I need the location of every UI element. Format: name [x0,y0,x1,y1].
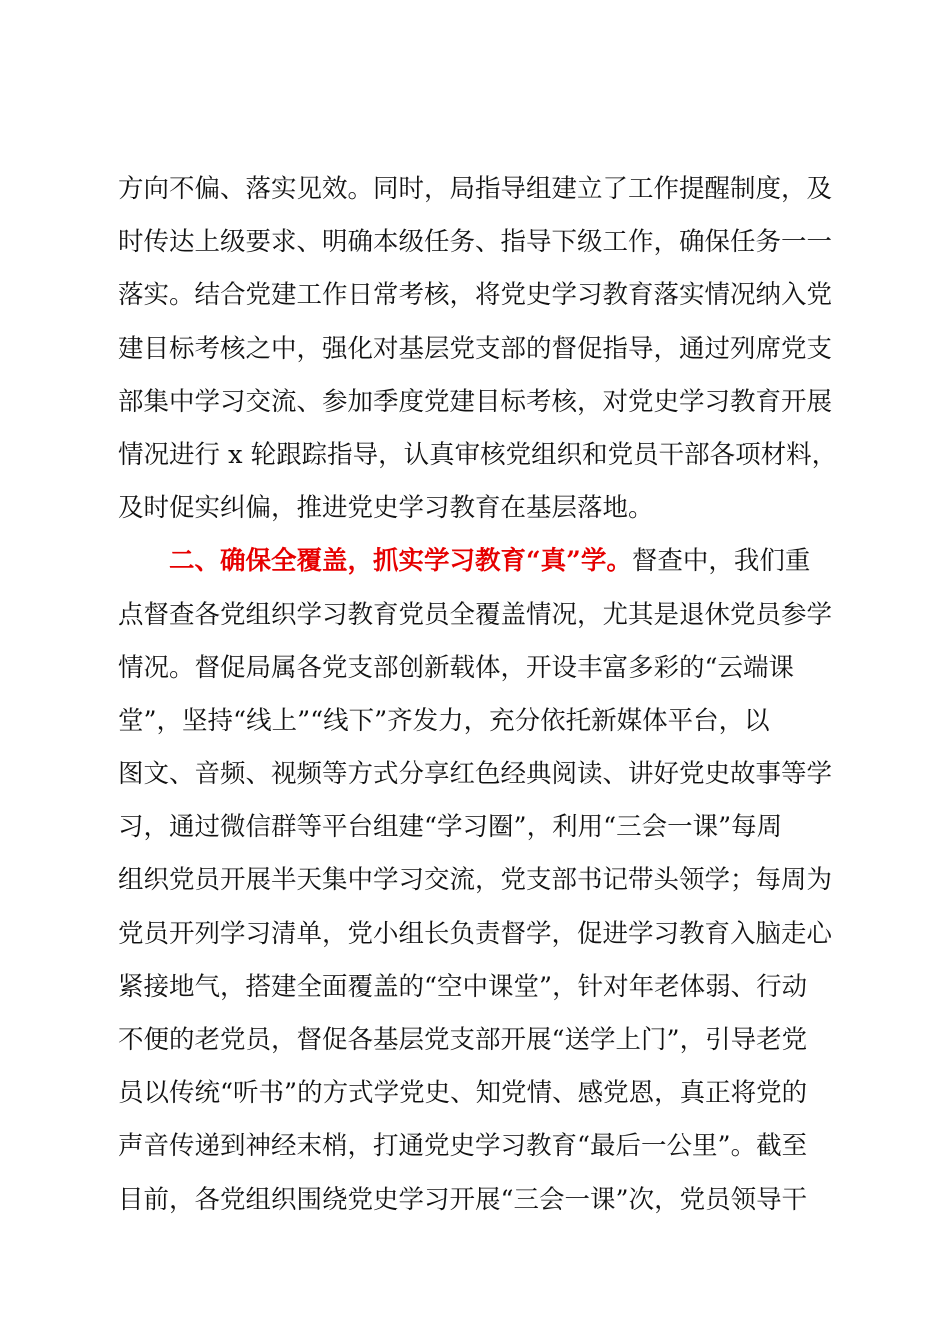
text-line: 声音传递到神经末梢，打通党史学习教育“最后一公里”。截至 [118,1131,808,1162]
text-line: 组织党员开展半天集中学习交流，党支部书记带头领学；每周为 [118,865,833,896]
text-line: 建目标考核之中，强化对基层党支部的督促指导，通过列席党支 [118,333,833,364]
text-line: 点督查各党组织学习教育党员全覆盖情况，尤其是退休党员参学 [118,599,833,630]
text-line: 及时促实纠偏，推进党史学习教育在基层落地。 [118,493,654,524]
document-body [118,163,838,1227]
heading-line [118,535,834,588]
text-line: 情况进行 x 轮跟踪指导，认真审核党组织和党员干部各项材料， [118,439,838,470]
text-line: 堂”，坚持“线上”“线下”齐发力，充分依托新媒体平台，以 [118,705,770,736]
text-line: 情况。督促局属各党支部创新载体，开设丰富多彩的“云端课 [118,652,795,683]
text-line: 图文、音频、视频等方式分享红色经典阅读、讲好党史故事等学 [118,759,833,790]
text-line: 员以传统“听书”的方式学党史、知党情、感党恩，真正将党的 [118,1078,808,1109]
paragraph-section-two [118,535,834,1226]
text-line: 紧接地气，搭建全面覆盖的“空中课堂”，针对年老体弱、行动 [118,971,808,1002]
text-line: 部集中学习交流、参加季度党建目标考核，对党史学习教育开展 [118,386,833,417]
section-heading: 二、确保全覆盖，抓实学习教育“真”学。 [169,546,632,577]
text-line: 落实。结合党建工作日常考核，将党史学习教育落实情况纳入党 [118,280,833,311]
text-line: 党员开列学习清单，党小组长负责督学，促进学习教育入脑走心 [118,918,833,949]
text-line: 时传达上级要求、明确本级任务、指导下级工作，确保任务一一 [118,227,833,258]
text-line: 习，通过微信群等平台组建“学习圈”，利用“三会一课”每周 [118,812,783,843]
text-line: 不便的老党员，督促各基层党支部开展“送学上门”，引导老党 [118,1025,808,1055]
paragraph-continuation [118,163,838,535]
heading-line-text: 督查中，我们重 [631,546,811,577]
text-line: 方向不偏、落实见效。同时，局指导组建立了工作提醒制度，及 [118,174,833,204]
text-line: 目前，各党组织围绕党史学习开展“三会一课”次，党员领导干 [118,1184,808,1215]
